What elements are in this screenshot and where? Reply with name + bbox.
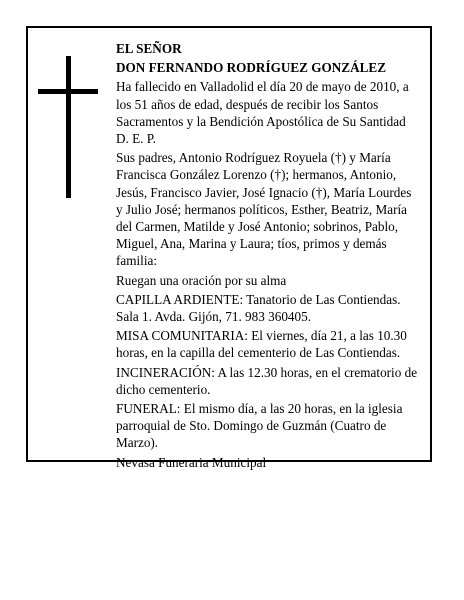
family-list: Sus padres, Antonio Rodríguez Royuela (†) y María Francisca González Lorenzo (†); hermanos, Antonio, Jesús, Francisco Javier, José Ignacio (†), María Lourdes y Julio José; hermanos políticos, Esther, Beatriz, María del Carmen, Matilde y José Antonio; sobrinos, Pablo, Miguel, Ana, Marina y Laura; tíos, primos y demás familia: bbox=[116, 150, 412, 269]
notice-text bbox=[116, 40, 420, 473]
chapel-info: CAPILLA ARDIENTE: Tanatorio de Las Contiendas. Sala 1. Avda. Gijón, 71. 983 360405. bbox=[116, 291, 401, 325]
funeral-info: FUNERAL: El mismo día, a las 20 horas, en la iglesia parroquial de Sto. Domingo de Guzmán (Cuatro de Marzo). bbox=[116, 401, 403, 451]
cremation-info: INCINERACIÓN: A las 12.30 horas, en el crematorio de dicho cementerio. bbox=[116, 364, 418, 397]
cross-vertical-bar bbox=[66, 56, 71, 198]
death-announcement: Ha fallecido en Valladolid el día 20 de mayo de 2010, a los 51 años de edad, después de recibir los Santos Sacramentos y la Bendición Apostólica de Su Santidad D. E. P. bbox=[116, 79, 409, 147]
funeral-home: Nevasa Funeraria Municipal bbox=[116, 454, 267, 470]
obituary-notice bbox=[26, 26, 432, 470]
mass-info: MISA COMUNITARIA: El viernes, día 21, a las 10.30 horas, en la capilla del cementerio de Las Contiendas. bbox=[116, 328, 407, 361]
deceased-name: DON FERNANDO RODRÍGUEZ GONZÁLEZ bbox=[116, 60, 387, 76]
cross-horizontal-bar bbox=[38, 89, 98, 94]
prayer-request: Ruegan una oración por su alma bbox=[116, 272, 287, 288]
cross-icon bbox=[38, 56, 98, 198]
notice-title: EL SEÑOR bbox=[116, 41, 182, 56]
